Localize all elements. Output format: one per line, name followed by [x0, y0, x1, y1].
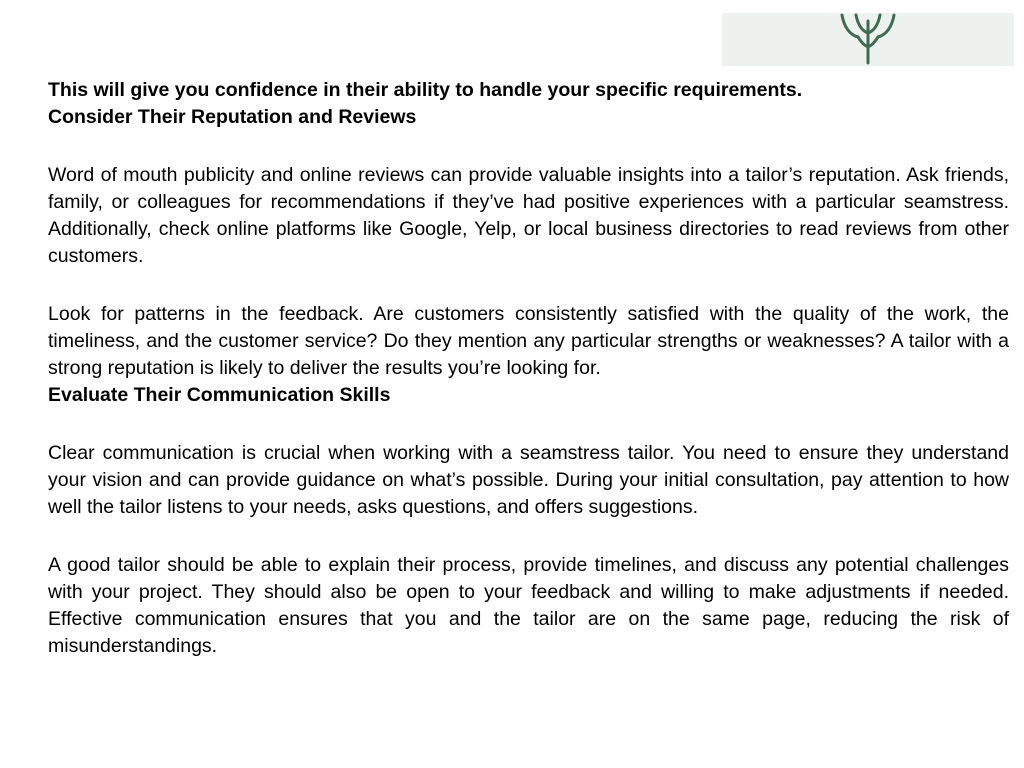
section-heading-reputation: Consider Their Reputation and Reviews	[48, 106, 417, 128]
article-body	[48, 77, 1009, 660]
trident-monogram-icon	[836, 13, 900, 66]
header-logo	[722, 13, 1014, 66]
paragraph-communication-1: Clear communication is crucial when working with a seamstress tailor. You need to ensure they understand your vision and can provide guidance on what’s possible. During your initial consultation, pay attention to how well the tailor listens to your needs, asks questions, and offers suggestions.	[48, 442, 1009, 518]
paragraph-communication-2: A good tailor should be able to explain their process, provide timelines, and discuss any potential challenges with your project. They should also be open to your feedback and willing to make adjustments if needed. Effective communication ensures that you and the tailor are on the same page, reducing the risk of misunderstandings.	[48, 554, 1009, 657]
section-heading-communication: Evaluate Their Communication Skills	[48, 384, 391, 406]
intro-line: This will give you confidence in their ability to handle your specific requirements.	[48, 79, 803, 101]
paragraph-reputation-1: Word of mouth publicity and online reviews can provide valuable insights into a tailor’s reputation. Ask friends, family, or colleagues for recommendations if they’ve had positive experiences with a particular seamstress. Additionally, check online platforms like Google, Yelp, or local business directories to read reviews from other customers.	[48, 164, 1009, 267]
paragraph-reputation-2: Look for patterns in the feedback. Are customers consistently satisfied with the quality of the work, the timeliness, and the customer service? Do they mention any particular strengths or weaknesses? A tailor with a strong reputation is likely to deliver the results you’re looking for.	[48, 303, 1009, 379]
